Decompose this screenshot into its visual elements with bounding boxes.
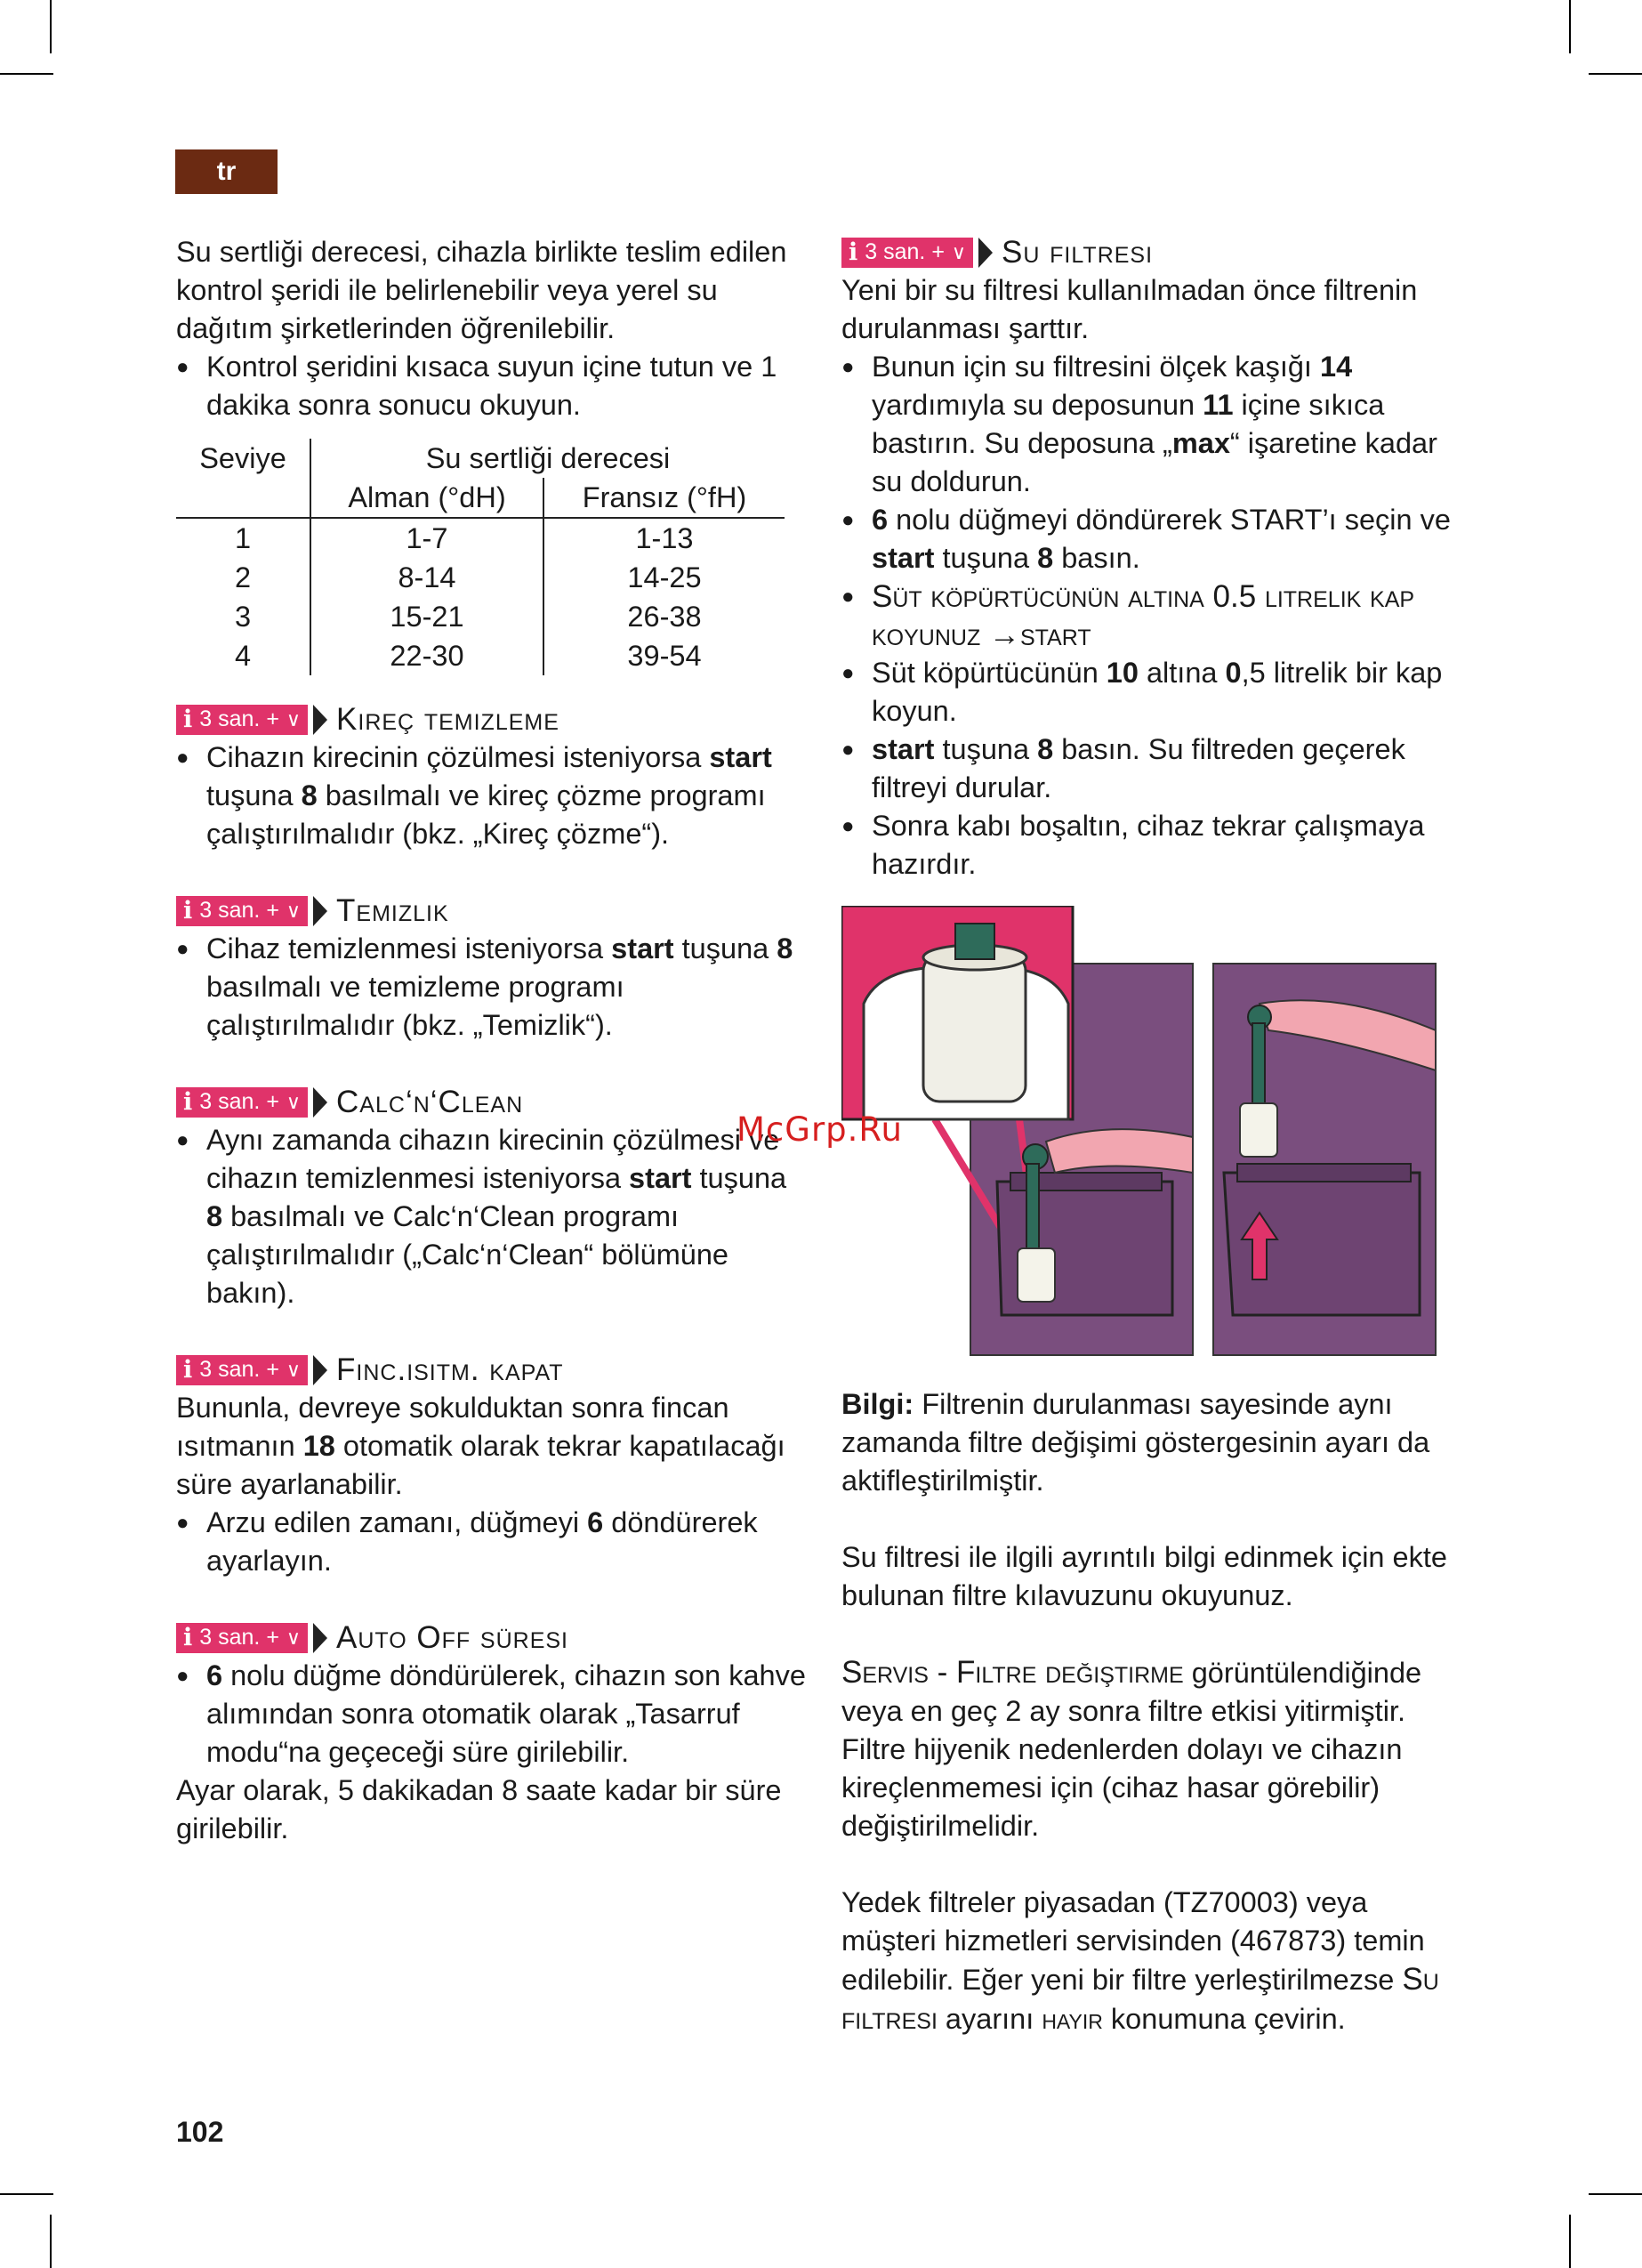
table-header-group: Su sertliği derecesi	[425, 441, 671, 474]
intro-text: Su sertliği derecesi, cihazla birlikte teslim edilen kontrol şeridi ile belirlenebilir veya yerel su dağıtım şirketlerinden öğrenilebilir.	[176, 236, 787, 344]
menu-tag-text: 3 san. +	[199, 1625, 279, 1650]
arrow-right-icon	[313, 896, 327, 926]
table-header-french: Fransız (°fH)	[543, 478, 785, 518]
left-column	[176, 233, 808, 1848]
crop-mark	[0, 2193, 53, 2195]
section-header-temizlik	[176, 892, 808, 930]
chevron-down-icon: ∨	[286, 1626, 302, 1649]
section-header-kirec	[176, 700, 808, 739]
info-paragraph-4: Yedek filtreler piyasadan (TZ70003) veya müşteri hizmetleri servisinden (467873) temin edilebilir. Eğer yeni bir filtre yerleştirilmezse Su filtresi ayarını hayır konumuna çevirin.	[841, 1886, 1439, 2036]
filter-illustration	[841, 906, 1437, 1358]
table-header-empty	[176, 478, 310, 518]
crop-mark	[1589, 73, 1642, 75]
menu-tag-text: 3 san. +	[199, 706, 279, 731]
section-title: Su filtresi	[1002, 235, 1154, 270]
cell-level: 1	[176, 518, 310, 558]
section-header-calc	[176, 1083, 808, 1121]
chevron-down-icon: ∨	[286, 1091, 302, 1113]
calc-bullet: ● Aynı zamanda cihazın kirecinin çözülmesi ve cihazın temizlenmesi isteniyorsa start tuşuna 8 basılmalı ve Calc‘n‘Clean programı çalıştırılmalıdır („Calc‘n‘Clean“ bölümüne bakın).	[176, 1121, 808, 1312]
crop-mark	[1569, 2215, 1571, 2268]
cell-fh: 39-54	[627, 639, 702, 672]
info-paragraph-2: Su filtresi ile ilgili ayrıntılı bilgi edinmek için ekte bulunan filtre kılavuzunu okuyunuz.	[841, 1541, 1447, 1611]
table-row	[176, 636, 785, 675]
filtre-bullet-3: ● Süt köpürtücünün altına 0.5 litrelik kap koyunuz →start	[841, 577, 1464, 654]
menu-tag	[176, 1087, 308, 1118]
info-icon: i	[183, 897, 193, 924]
cell-fh: 1-13	[635, 521, 694, 554]
crop-mark	[1569, 0, 1571, 53]
filtre-bullet-5: ● start tuşuna 8 basın. Su filtreden geçerek filtreyi durular.	[841, 730, 1464, 807]
filtre-bullet-4: ● Süt köpürtücünün 10 altına 0,5 litrelik bir kap koyun.	[841, 654, 1464, 730]
chevron-down-icon: ∨	[951, 241, 967, 263]
cell-fh: 26-38	[627, 600, 702, 633]
info-icon: i	[183, 1624, 193, 1651]
section-title: Finc.ısıtm. kapat	[336, 1352, 564, 1387]
cell-level: 2	[176, 558, 310, 597]
filtre-bullet-2: ● 6 nolu düğmeyi döndürerek START’ı seçin ve start tuşuna 8 basın.	[841, 501, 1464, 577]
filtre-text: Yeni bir su filtresi kullanılmadan önce filtrenin durulanması şarttır.	[841, 274, 1418, 344]
crop-mark	[1589, 2193, 1642, 2195]
section-title: Temizlik	[336, 893, 449, 928]
info-icon: i	[849, 238, 858, 266]
cell-dh: 15-21	[310, 597, 543, 636]
table-row	[176, 558, 785, 597]
finc-text: Bununla, devreye sokulduktan sonra fincan ısıtmanın 18 otomatik olarak tekrar kapatılacağı süre ayarlanabilir.	[176, 1392, 785, 1500]
cell-dh: 8-14	[310, 558, 543, 597]
autooff-text: Ayar olarak, 5 dakikadan 8 saate kadar bir süre girilebilir.	[176, 1774, 782, 1844]
filtre-bullet-1: ● Bunun için su filtresini ölçek kaşığı 14 yardımıyla su deposunun 11 içine sıkıca bastırın. Su deposuna „max“ işaretine kadar su doldurun.	[841, 348, 1464, 501]
cell-dh: 1-7	[310, 518, 543, 558]
info-paragraph-3: Servis - Filtre değiştirme görüntülendiğinde veya en geç 2 ay sonra filtre etkisi yitirmiştir. Filtre hijyenik nedenlerden dolayı ve cihazın kireçlenmemesi için (cihaz hasar görebilir) değiştirilmelidir.	[841, 1655, 1422, 1842]
menu-tag	[176, 896, 308, 926]
menu-tag	[176, 1623, 308, 1653]
temizlik-bullet: ● Cihaz temizlenmesi isteniyorsa start tuşuna 8 basılmalı ve temizleme programı çalıştırılmalıdır (bkz. „Temizlik“).	[176, 930, 808, 1045]
bilgi-paragraph: Bilgi: Filtrenin durulanması sayesinde aynı zamanda filtre değişimi göstergesinin ayarı da aktifleştirilmiştir.	[841, 1388, 1430, 1497]
menu-tag-text: 3 san. +	[199, 1089, 279, 1114]
autooff-bullet: ● 6 nolu düğme döndürülerek, cihazın son kahve alımından sonra otomatik olarak „Tasarruf modu“na geçeceği süre girilebilir.	[176, 1657, 808, 1772]
menu-tag-text: 3 san. +	[199, 1357, 279, 1382]
cell-fh: 14-25	[627, 561, 702, 593]
section-title: Auto Off süresi	[336, 1620, 568, 1655]
table-header-level: Seviye	[176, 439, 310, 478]
crop-mark	[0, 73, 53, 75]
kirec-bullet: ● Cihazın kirecinin çözülmesi isteniyorsa start tuşuna 8 basılmalı ve kireç çözme programı çalıştırılmalıdır (bkz. „Kireç çözme“).	[176, 739, 808, 853]
arrow-right-icon	[313, 1087, 327, 1118]
cell-dh: 22-30	[310, 636, 543, 675]
crop-mark	[50, 2215, 52, 2268]
arrow-right-icon	[313, 1355, 327, 1385]
watermark: McGrp.Ru	[736, 1110, 903, 1149]
menu-tag	[176, 1355, 308, 1385]
arrow-right-icon	[313, 705, 327, 735]
table-header-german: Alman (°dH)	[310, 478, 543, 518]
arrow-right-icon	[978, 238, 993, 268]
filtre-bullet-6: ● Sonra kabı boşaltın, cihaz tekrar çalışmaya hazırdır.	[841, 807, 1464, 884]
section-header-finc	[176, 1351, 808, 1389]
cell-level: 3	[176, 597, 310, 636]
section-title: Kireç temizleme	[336, 702, 559, 737]
chevron-down-icon: ∨	[286, 900, 302, 922]
info-icon: i	[183, 1356, 193, 1384]
language-badge: tr	[175, 149, 278, 194]
water-hardness-table	[176, 439, 785, 675]
table-row	[176, 597, 785, 636]
section-title: Calc‘n‘Clean	[336, 1085, 524, 1119]
section-header-filtre	[841, 233, 1464, 271]
arrow-right-icon	[313, 1623, 327, 1653]
chevron-down-icon: ∨	[286, 1359, 302, 1381]
info-icon: i	[183, 706, 193, 733]
intro-bullet: ● Kontrol şeridini kısaca suyun içine tutun ve 1 dakika sonra sonucu okuyun.	[176, 348, 808, 424]
menu-tag	[176, 705, 308, 735]
table-row	[176, 518, 785, 558]
cell-level: 4	[176, 636, 310, 675]
page-number: 102	[176, 2116, 224, 2148]
finc-bullet: ● Arzu edilen zamanı, düğmeyi 6 döndürerek ayarlayın.	[176, 1504, 808, 1580]
info-icon: i	[183, 1088, 193, 1116]
menu-tag	[841, 238, 973, 268]
menu-tag-text: 3 san. +	[199, 898, 279, 923]
crop-mark	[50, 0, 52, 53]
section-header-autooff	[176, 1618, 808, 1657]
menu-tag-text: 3 san. +	[865, 239, 945, 264]
chevron-down-icon: ∨	[286, 708, 302, 730]
